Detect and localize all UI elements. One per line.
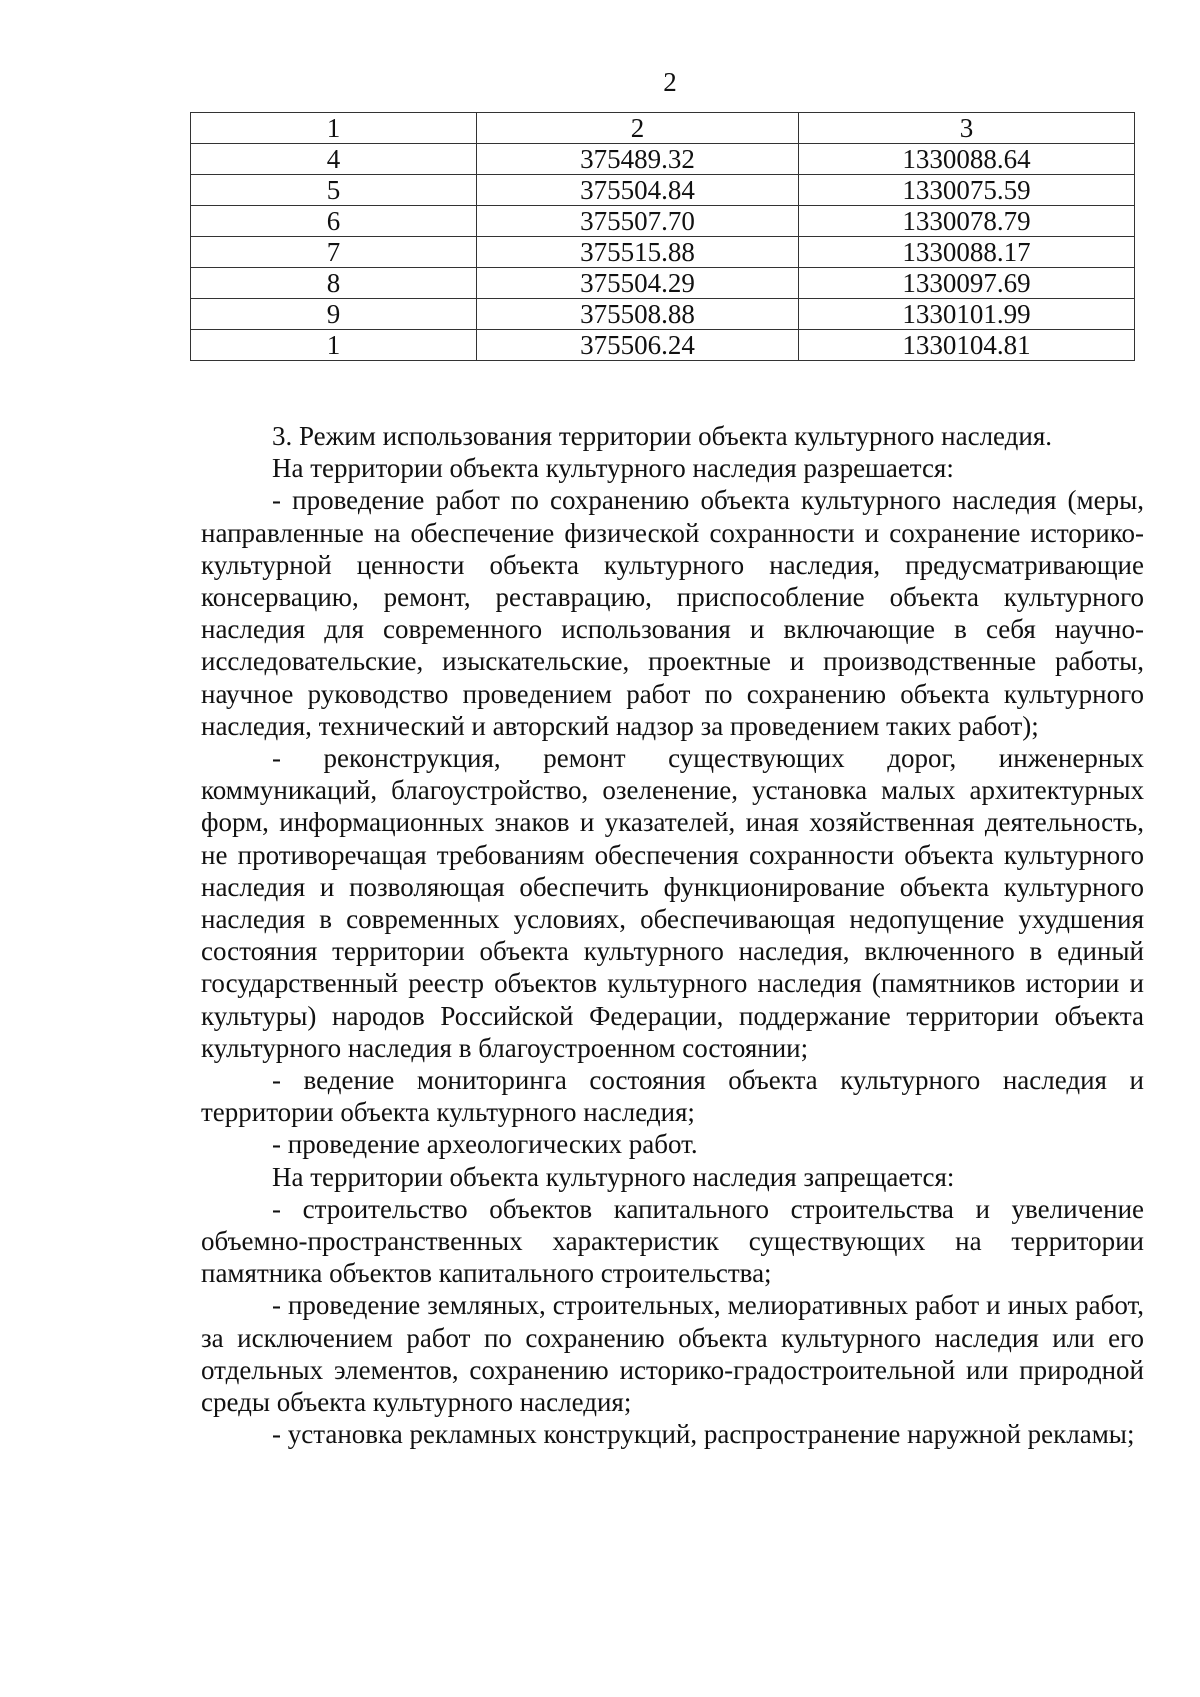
table-cell: 3	[799, 113, 1135, 144]
paragraph: - проведение археологических работ.	[272, 1129, 698, 1160]
paragraph: - реконструкция, ремонт существующих дорог, инженерных коммуникаций, благоустройство, озеленение, установка малых архитектурных форм, информационных знаков и указателей, иная хозяйственная деятельность, не противоречащая требованиям обеспечения сохранности объекта культурного наследия и позволяющая обеспечить функционирование объекта культурного наследия в современных условиях, обеспечивающая недопущение ухудшения состояния территории объекта культурного наследия, включенного в единый государственный реестр объектов культурного наследия (памятников истории и культуры) народов Российской Федерации, поддержание территории объекта культурного наследия в благоустроенном состоянии;	[201, 743, 1144, 1063]
table-cell: 375507.70	[477, 206, 799, 237]
table-cell: 375508.88	[477, 299, 799, 330]
table-row	[191, 206, 1135, 237]
table-cell: 1330088.17	[799, 237, 1135, 268]
table-cell: 375504.84	[477, 175, 799, 206]
table-cell: 1	[191, 330, 477, 361]
table-cell: 6	[191, 206, 477, 237]
paragraph: На территории объекта культурного наследия разрешается:	[272, 453, 954, 484]
table-cell: 375515.88	[477, 237, 799, 268]
regime-text	[201, 420, 1144, 1451]
table-row	[191, 268, 1135, 299]
table-row	[191, 330, 1135, 361]
paragraph: - проведение земляных, строительных, мелиоративных работ и иных работ, за исключением работ по сохранению объекта культурного наследия или его отдельных элементов, сохранению историко-градостроительной или природной среды объекта культурного наследия;	[201, 1290, 1144, 1418]
table-row	[191, 237, 1135, 268]
paragraph: - проведение работ по сохранению объекта культурного наследия (меры, направленные на обеспечение физической сохранности и сохранение историко-культурной ценности объекта культурного наследия, предусматривающие консервацию, ремонт, реставрацию, приспособление объекта культурного наследия для современного использования и включающие в себя научно-исследовательские, изыскательские, проектные и производственные работы, научное руководство проведением работ по сохранению объекта культурного наследия, технический и авторский надзор за проведением таких работ);	[201, 485, 1144, 741]
table-row	[191, 144, 1135, 175]
table-cell: 9	[191, 299, 477, 330]
table-cell: 5	[191, 175, 477, 206]
coordinates-table-body	[191, 113, 1135, 361]
table-cell: 375489.32	[477, 144, 799, 175]
table-cell: 1330088.64	[799, 144, 1135, 175]
table-cell: 375504.29	[477, 268, 799, 299]
table-cell: 1330101.99	[799, 299, 1135, 330]
table-cell: 2	[477, 113, 799, 144]
table-cell: 1330104.81	[799, 330, 1135, 361]
table-cell: 1330097.69	[799, 268, 1135, 299]
paragraph: - строительство объектов капитального строительства и увеличение объемно-пространственных характеристик существующих на территории памятника объектов капитального строительства;	[201, 1193, 1144, 1289]
coordinates-table	[190, 112, 1135, 361]
table-row	[191, 175, 1135, 206]
table-row	[191, 299, 1135, 330]
page-number: 2	[663, 67, 677, 97]
table-cell: 1330075.59	[799, 175, 1135, 206]
table-cell: 8	[191, 268, 477, 299]
table-cell: 1330078.79	[799, 206, 1135, 237]
paragraph: - ведение мониторинга состояния объекта культурного наследия и территории объекта культурного наследия;	[201, 1065, 1144, 1128]
table-cell: 4	[191, 144, 477, 175]
paragraph: - установка рекламных конструкций, распространение наружной рекламы;	[272, 1419, 1135, 1450]
table-header-row	[191, 113, 1135, 144]
paragraph: 3. Режим использования территории объекта культурного наследия.	[272, 421, 1053, 451]
table-cell: 1	[191, 113, 477, 144]
paragraph: На территории объекта культурного наследия запрещается:	[272, 1161, 955, 1192]
table-cell: 7	[191, 237, 477, 268]
table-cell: 375506.24	[477, 330, 799, 361]
